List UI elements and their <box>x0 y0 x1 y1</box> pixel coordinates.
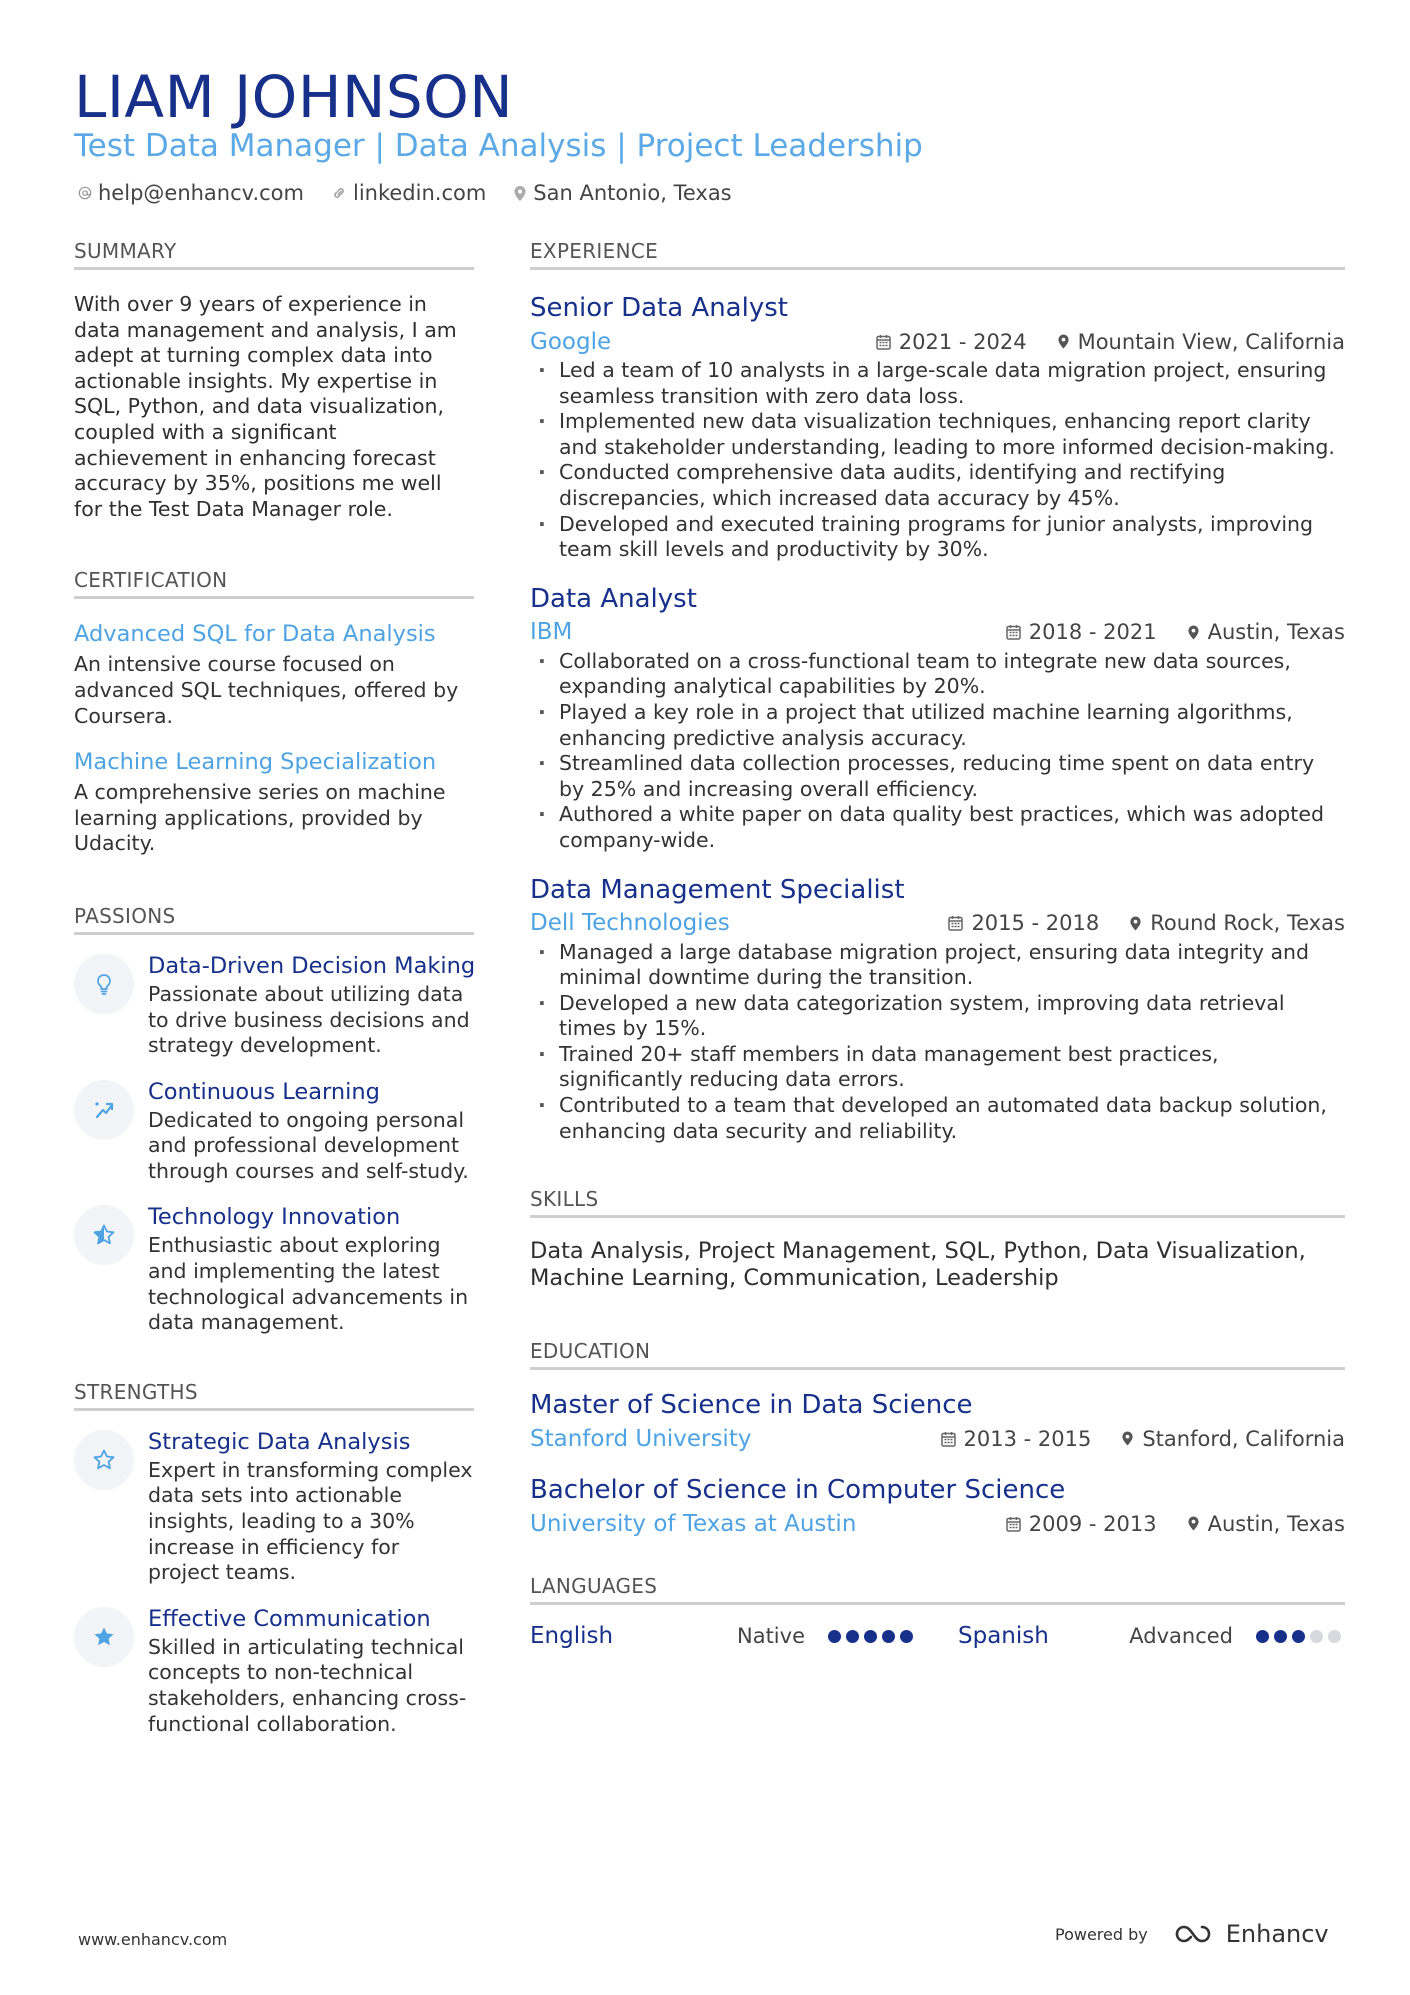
passion-title: Continuous Learning <box>148 1078 380 1105</box>
job-bullet: · Managed a large database migration project, ensuring data integrity and minimal downtime during the transition. <box>530 940 1345 991</box>
contact-email[interactable] <box>78 181 304 205</box>
powered-by-label: Powered by <box>1055 1924 1148 1944</box>
passion-desc: Enthusiastic about exploring and implementing the latest technological advancements in data management. <box>148 1233 469 1335</box>
job-title: Senior Data Analyst <box>530 293 788 323</box>
job-location: Austin, Texas <box>1207 620 1345 645</box>
icon-badge <box>74 954 134 1014</box>
at-icon <box>78 186 92 200</box>
passions-heading: PASSIONS <box>74 903 474 935</box>
language-level: Advanced <box>1129 1624 1233 1649</box>
degree-title: Master of Science in Data Science <box>530 1390 973 1421</box>
education-heading: EDUCATION <box>530 1338 1345 1370</box>
proficiency-dot-filled <box>1256 1630 1269 1643</box>
degree-title: Bachelor of Science in Computer Science <box>530 1475 1066 1506</box>
star-outline-icon <box>92 1448 116 1472</box>
job-bullet: · Developed a new data categorization system, improving data retrieval times by 15%. <box>530 991 1345 1042</box>
summary-section <box>74 238 474 522</box>
languages-section <box>530 1573 1345 1653</box>
certification-section <box>74 567 474 857</box>
lightbulb-icon <box>94 973 114 995</box>
enhancv-logo-icon <box>1174 1923 1218 1945</box>
strength-title: Effective Communication <box>148 1605 431 1632</box>
icon-badge <box>74 1205 134 1265</box>
passion-desc: Dedicated to ongoing personal and professional development through courses and self-study. <box>148 1107 469 1183</box>
job-bullet: · Led a team of 10 analysts in a large-scale data migration project, ensuring seamless transition with zero data loss. <box>530 358 1345 409</box>
certification-desc: A comprehensive series on machine learning applications, provided by Udacity. <box>74 780 446 856</box>
strength-title: Strategic Data Analysis <box>148 1428 411 1455</box>
job-bullets <box>530 940 1345 1145</box>
company-name: IBM <box>530 619 573 646</box>
proficiency-dot-filled <box>882 1630 895 1643</box>
certification-item <box>74 747 474 857</box>
language-level: Native <box>737 1624 805 1649</box>
icon-badge <box>74 1080 134 1140</box>
location-pin-icon <box>1121 1430 1134 1447</box>
experience-heading: EXPERIENCE <box>530 238 1345 270</box>
location-pin-icon <box>1187 624 1200 641</box>
contact-location <box>513 181 731 205</box>
calendar-icon <box>1006 1516 1021 1532</box>
proficiency-dot-filled <box>846 1630 859 1643</box>
passion-title: Data-Driven Decision Making <box>148 952 476 979</box>
strength-desc: Expert in transforming complex data sets into actionable insights, leading to a 30% increase in efficiency for project teams. <box>148 1457 473 1585</box>
star-half-icon <box>92 1223 116 1247</box>
footer-website[interactable]: www.enhancv.com <box>78 1930 228 1949</box>
proficiency-dot-empty <box>1310 1630 1323 1643</box>
passion-desc: Passionate about utilizing data to drive business decisions and strategy development. <box>148 981 470 1058</box>
star-filled-icon <box>92 1625 116 1649</box>
job-bullets <box>530 649 1345 854</box>
icon-badge <box>74 1430 134 1490</box>
link-icon <box>331 185 347 201</box>
skills-heading: SKILLS <box>530 1186 1345 1218</box>
job-bullet: · Trained 20+ staff members in data management best practices, significantly reducing data errors. <box>530 1042 1345 1093</box>
education-location: Stanford, California <box>1142 1426 1345 1451</box>
brand-name: Enhancv <box>1225 1920 1329 1948</box>
strengths-section <box>74 1379 474 1737</box>
certification-name: Advanced SQL for Data Analysis <box>74 621 436 648</box>
proficiency-dot-filled <box>1274 1630 1287 1643</box>
education-entry <box>530 1388 1345 1455</box>
school-name: University of Texas at Austin <box>530 1510 857 1537</box>
job-title: Data Analyst <box>530 583 697 614</box>
job-bullet: · Developed and executed training programs for junior analysts, improving team skill levels and productivity by 30%. <box>530 512 1345 563</box>
contact-linkedin[interactable] <box>331 181 486 205</box>
education-entry <box>530 1473 1345 1540</box>
proficiency-dot-filled <box>864 1630 877 1643</box>
job-bullet: · Streamlined data collection processes, reducing time spent on data entry by 25% and increasing overall efficiency. <box>530 751 1345 802</box>
education-location: Austin, Texas <box>1207 1511 1345 1536</box>
location-pin-icon <box>1187 1515 1200 1532</box>
education-dates: 2009 - 2013 <box>1028 1511 1157 1536</box>
language-name: Spanish <box>958 1623 1049 1650</box>
job-dates: 2018 - 2021 <box>1028 620 1157 645</box>
languages-heading: LANGUAGES <box>530 1573 1345 1605</box>
icon-badge <box>74 1607 134 1667</box>
candidate-headline: Test Data Manager | Data Analysis | Project Leadership <box>74 128 923 164</box>
left-column <box>74 238 474 1737</box>
location-pin-icon <box>1057 333 1070 350</box>
job-dates: 2015 - 2018 <box>971 911 1100 935</box>
passion-title: Technology Innovation <box>148 1204 401 1231</box>
job-bullet: · Collaborated on a cross-functional team to integrate new data sources, expanding analytical capabilities by 20%. <box>530 649 1345 700</box>
language-item <box>530 1623 913 1649</box>
growth-arrow-icon <box>93 1099 115 1121</box>
job-bullet: · Conducted comprehensive data audits, identifying and rectifying discrepancies, which increased data accuracy by 45%. <box>530 460 1345 511</box>
strength-desc: Skilled in articulating technical concepts to non-technical stakeholders, enhancing cross-functional collaboration. <box>148 1634 467 1736</box>
certification-desc: An intensive course focused on advanced SQL techniques, offered by Coursera. <box>74 652 459 728</box>
job-bullet: · Implemented new data visualization techniques, enhancing report clarity and stakeholder understanding, leading to more informed decision-making. <box>530 409 1345 460</box>
job-bullet: · Contributed to a team that developed an automated data backup solution, enhancing data security and reliability. <box>530 1093 1345 1144</box>
contact-bar <box>78 178 759 208</box>
right-column <box>530 238 1345 1653</box>
proficiency-dot-filled <box>1292 1630 1305 1643</box>
enhancv-logo[interactable] <box>1174 1920 1329 1948</box>
strength-item <box>74 1604 474 1737</box>
company-name: Google <box>530 328 612 355</box>
strength-item <box>74 1427 474 1586</box>
job-dates: 2021 - 2024 <box>898 329 1027 354</box>
skills-text: Data Analysis, Project Management, SQL, Python, Data Visualization, Machine Learning, Communication, Leadership <box>530 1238 1306 1292</box>
location-pin-icon <box>513 185 527 202</box>
language-item <box>958 1623 1341 1649</box>
certification-item <box>74 619 474 729</box>
job-entry <box>530 291 1345 563</box>
passion-item <box>74 1202 474 1335</box>
company-name: Dell Technologies <box>530 910 730 936</box>
calendar-icon <box>876 334 891 350</box>
job-bullet: · Played a key role in a project that utilized machine learning algorithms, enhancing predictive analysis accuracy. <box>530 700 1345 751</box>
education-section <box>530 1338 1345 1540</box>
candidate-name: LIAM JOHNSON <box>74 63 514 131</box>
certification-heading: CERTIFICATION <box>74 567 474 599</box>
strengths-heading: STRENGTHS <box>74 1379 474 1411</box>
footer-branding <box>1055 1920 1329 1948</box>
proficiency-dots <box>823 1630 913 1643</box>
job-entry <box>530 873 1345 1145</box>
proficiency-dot-filled <box>828 1630 841 1643</box>
education-dates: 2013 - 2015 <box>963 1426 1092 1451</box>
skills-section <box>530 1186 1345 1292</box>
job-bullet: · Authored a white paper on data quality best practices, which was adopted company-wide. <box>530 802 1345 853</box>
proficiency-dots <box>1251 1630 1341 1643</box>
job-location: Mountain View, California <box>1077 329 1345 354</box>
language-name: English <box>530 1623 614 1650</box>
calendar-icon <box>1006 624 1021 640</box>
certification-name: Machine Learning Specialization <box>74 749 437 776</box>
calendar-icon <box>941 1431 956 1447</box>
job-bullets <box>530 358 1345 563</box>
email-text: help@enhancv.com <box>98 181 304 205</box>
location-pin-icon <box>1129 915 1142 932</box>
proficiency-dot-filled <box>900 1630 913 1643</box>
linkedin-text: linkedin.com <box>352 181 487 205</box>
job-location: Round Rock, Texas <box>1150 911 1345 935</box>
summary-heading: SUMMARY <box>74 238 474 270</box>
passion-item <box>74 951 474 1059</box>
passion-item <box>74 1077 474 1185</box>
location-text: San Antonio, Texas <box>533 181 732 205</box>
calendar-icon <box>948 915 963 931</box>
school-name: Stanford University <box>530 1425 752 1452</box>
passions-section <box>74 903 474 1336</box>
experience-section <box>530 238 1345 1144</box>
proficiency-dot-empty <box>1328 1630 1341 1643</box>
job-entry <box>530 582 1345 854</box>
job-title: Data Management Specialist <box>530 874 905 905</box>
summary-text: With over 9 years of experience in data management and analysis, I am adept at turning complex data into actionable insights. My expertise in SQL, Python, and data visualization, coupled with a significant achievement in enhancing forecast accuracy by 35%, positions me well for the Test Data Manager role. <box>74 292 457 521</box>
